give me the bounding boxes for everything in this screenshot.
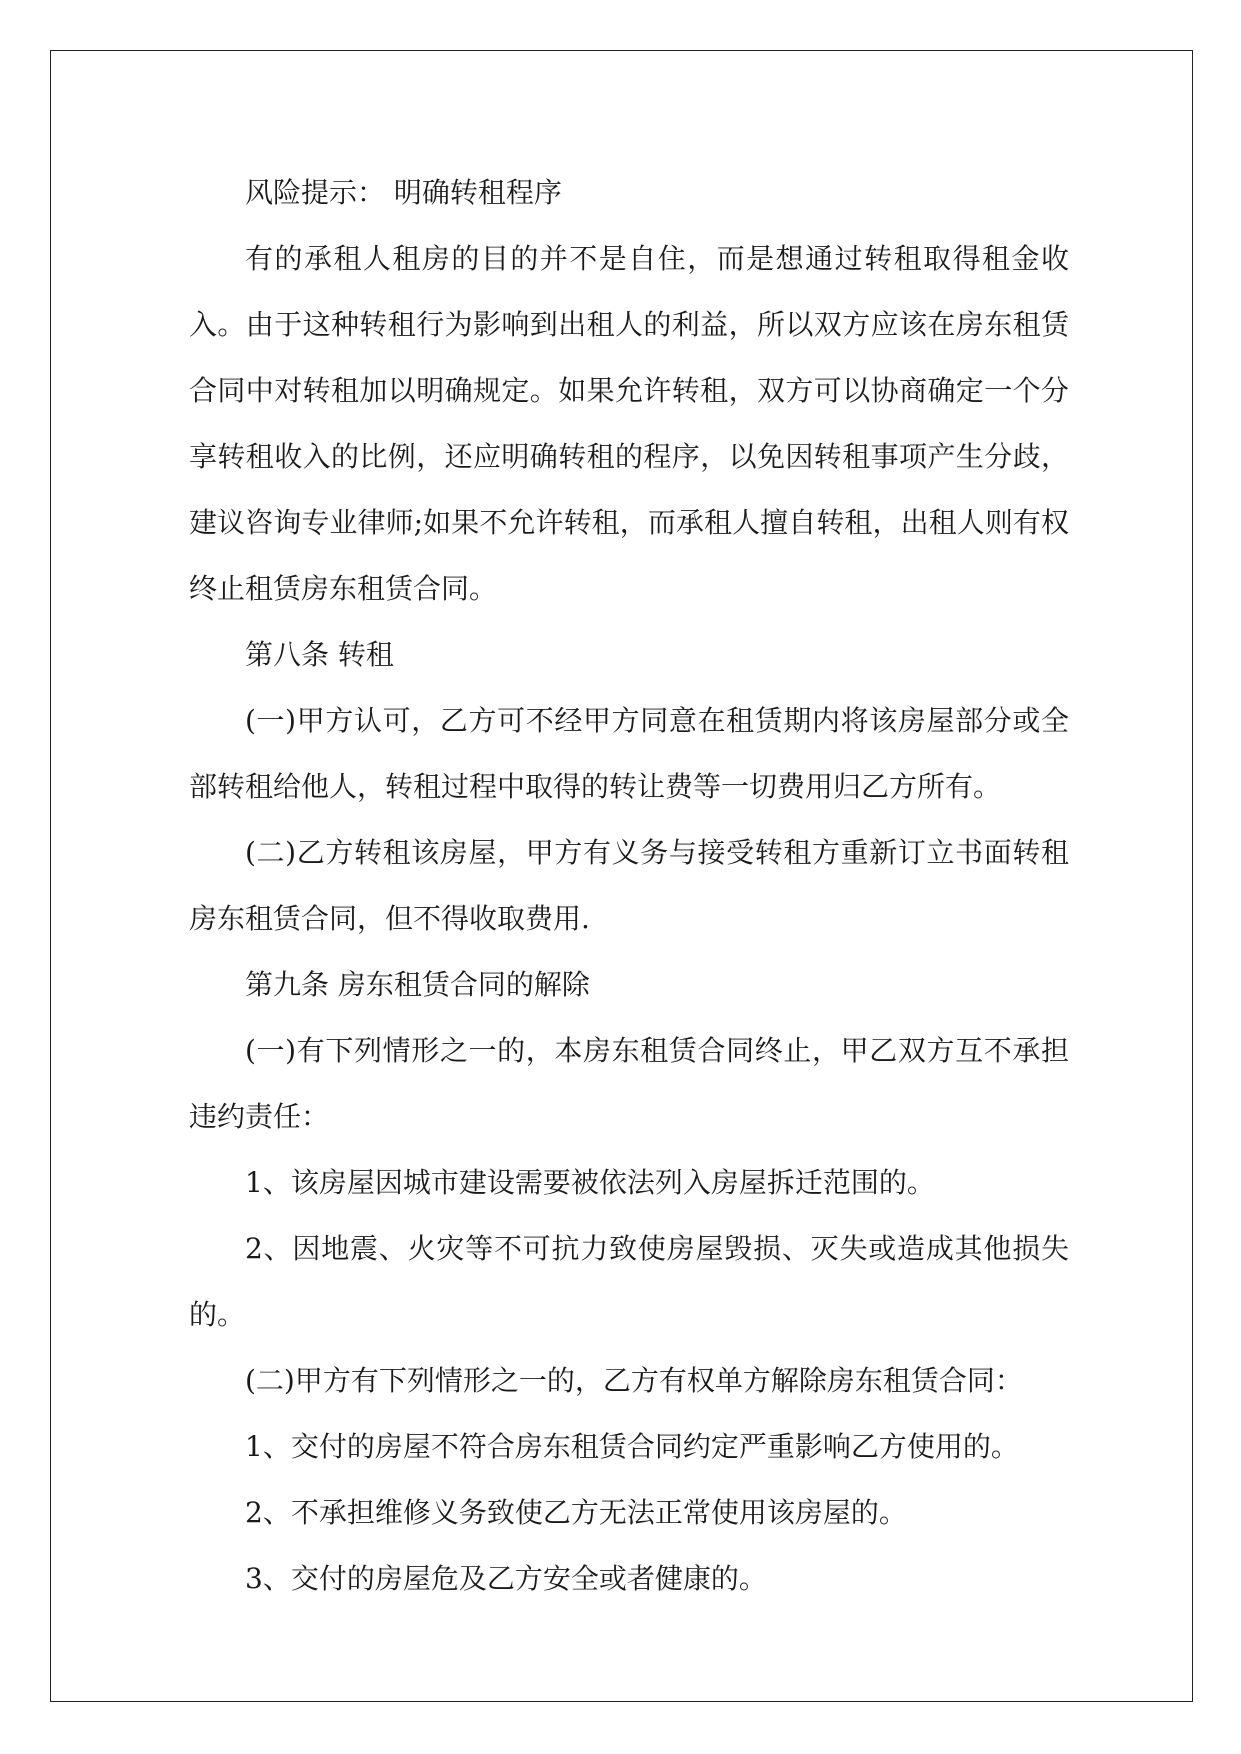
article-8-clause-2: (二)乙方转租该房屋，甲方有义务与接受转租方重新订立书面转租房东租赁合同，但不得收取费用.: [189, 836, 1069, 935]
risk-tip-paragraph: 有的承租人租房的目的并不是自住，而是想通过转租取得租金收入。由于这种转租行为影响到出租人的利益，所以双方应该在房东租赁合同中对转租加以明确规定。如果允许转租，双方可以协商确定一个分享转租收入的比例，还应明确转租的程序，以免因转租事项产生分歧，建议咨询专业律师;如果不允许转租，而承租人擅自转租，出租人则有权终止租赁房东租赁合同。: [189, 242, 1069, 605]
risk-tip-heading: 风险提示： 明确转租程序: [245, 176, 562, 209]
article-9-clause-2-item-3: 3、交付的房屋危及乙方安全或者健康的。: [245, 1562, 767, 1595]
article-9-clause-1-item-2: 2、因地震、火灾等不可抗力致使房屋毁损、灭失或造成其他损失的。: [189, 1232, 1069, 1331]
document-body: [189, 160, 1069, 1612]
article-8-clause-1: (一)甲方认可，乙方可不经甲方同意在租赁期内将该房屋部分或全部转租给他人，转租过程中取得的转让费等一切费用归乙方所有。: [189, 704, 1069, 803]
article-9-clause-2-item-2: 2、不承担维修义务致使乙方无法正常使用该房屋的。: [245, 1496, 907, 1529]
article-9-clause-1-item-1: 1、该房屋因城市建设需要被依法列入房屋拆迁范围的。: [245, 1166, 935, 1199]
article-8-heading: 第八条 转租: [245, 638, 394, 671]
article-9-clause-1: (一)有下列情形之一的，本房东租赁合同终止，甲乙双方互不承担违约责任：: [189, 1034, 1069, 1133]
article-9-clause-2-item-1: 1、交付的房屋不符合房东租赁合同约定严重影响乙方使用的。: [245, 1430, 1019, 1463]
article-9-heading: 第九条 房东租赁合同的解除: [245, 968, 590, 1001]
article-9-clause-2: (二)甲方有下列情形之一的，乙方有权单方解除房东租赁合同：: [245, 1364, 1023, 1397]
